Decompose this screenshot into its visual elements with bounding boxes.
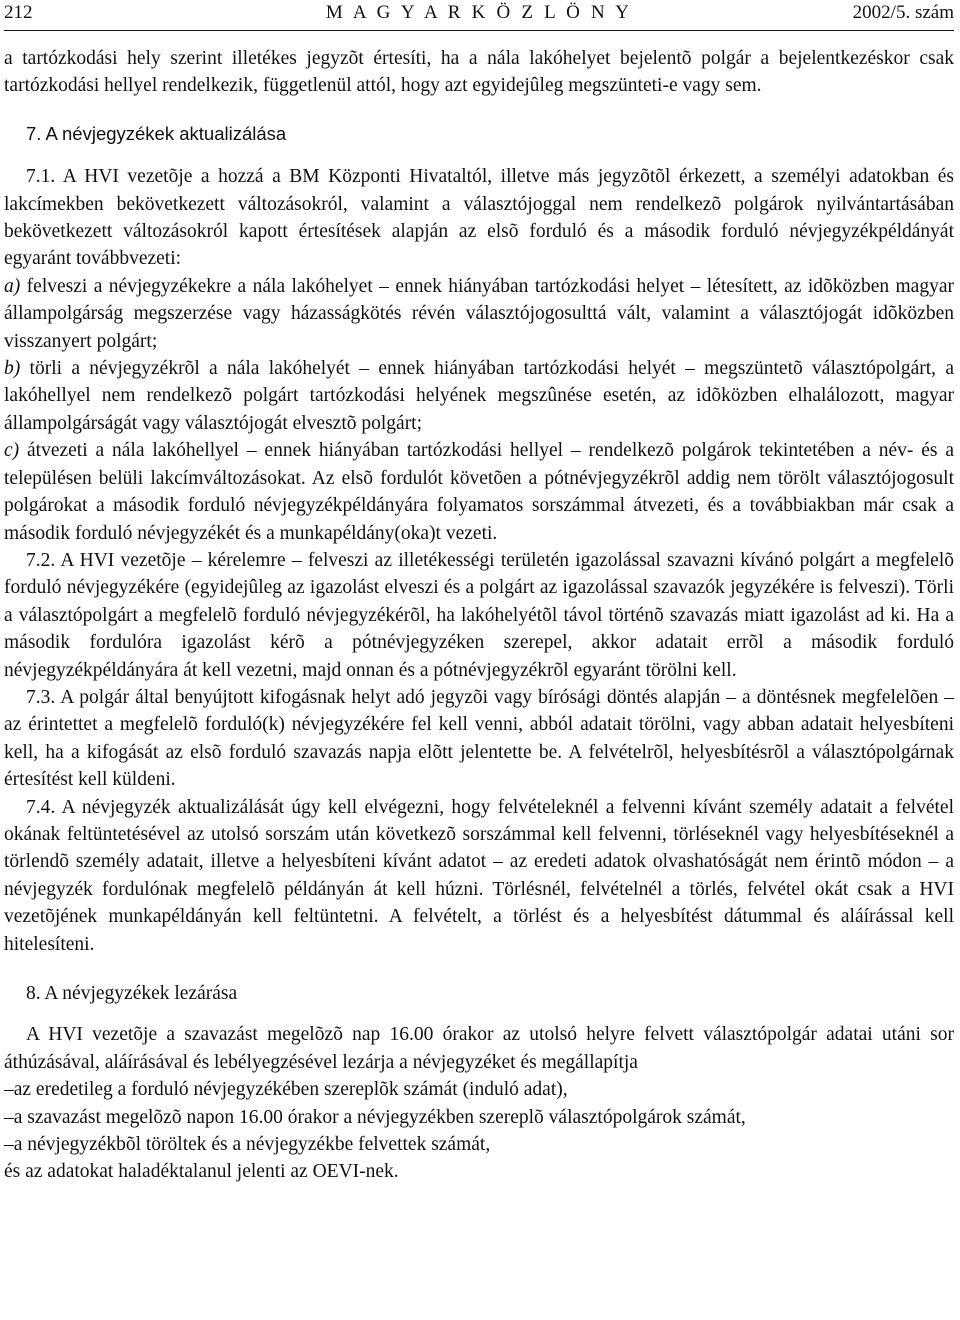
item-a-label: a) bbox=[4, 275, 21, 297]
document-page bbox=[4, 0, 954, 1186]
dash-item-text: az eredetileg a forduló névjegyzékében szereplõk számát (induló adat), bbox=[13, 1079, 568, 1101]
paragraph-7-4: 7.4. A névjegyzék aktualizálását úgy kell elvégezni, hogy felvételeknél a felvenni kívánt személy adatait a felvétel okának feltüntetésével az utolsó sorszám után következõ sorszámmal kell felvenni, törléseknél vagy helyesbítéseknél a törlendõ személy adatait, illetve a helyesbíteni kívánt adatot – az eredeti adatok olvashatóságát nem érintõ módon – a névjegyzék fordulónak megfelelõ példányán át kell húzni. Törlésnél, felvételnél a törlés, felvétel okát csak a HVI vezetõjének munkapéldányán kell feltüntetni. A felvételt, a törlést és a helyesbítést dátummal és aláírással kell hitelesíteni. bbox=[4, 796, 954, 955]
section-7-heading: 7. A névjegyzékek aktualizálása bbox=[26, 122, 287, 144]
item-c-text: átvezeti a nála lakóhellyel – ennek hiányában tartózkodási hellyel – rendelkezõ polgárok tekintetében a név- és a településen belüli lakcímváltozásokat. Az elsõ fordulót követõen a pótnévjegyzékrõl addig nem törölt választójogosult polgárokat a második forduló névjegyzékpéldányára folyamatos sorszámmal átvezeti, és a továbbiakban már csak a második forduló névjegyzékét és a munkapéldány(oka)t vezeti. bbox=[4, 440, 954, 544]
issue-number: 2002/5. szám bbox=[852, 2, 954, 23]
item-c-label: c) bbox=[4, 440, 20, 462]
item-b-text: törli a névjegyzékrõl a nála lakóhelyét – ennek hiányában tartózkodási helyét – megszüntetõ választópolgárt, a lakóhellyel nem rendelkezõ polgárt tartózkodási helyének megszûnése esetén, az idõközben elhalálozott, magyar állampolgárságát vagy választójogát elvesztõ polgárt; bbox=[4, 358, 954, 434]
dash-marker: – bbox=[4, 1106, 14, 1128]
list-item-a bbox=[4, 273, 954, 355]
intro-paragraph: a tartózkodási hely szerint illetékes jegyzõt értesíti, ha a nála lakóhelyet bejelentõ polgár a bejelentkezéskor csak tartózkodási hellyel rendelkezik, függetlenül attól, hogy azt egyidejûleg megszünteti-e vagy sem. bbox=[4, 48, 954, 97]
list-item-c bbox=[4, 437, 954, 547]
dash-item-text: a szavazást megelõzõ napon 16.00 órakor a névjegyzékben szereplõ választópolgárok számát, bbox=[13, 1106, 746, 1128]
dash-item-text: a névjegyzékbõl töröltek és a névjegyzékbe felvettek számát, bbox=[13, 1134, 491, 1156]
dash-marker: – bbox=[4, 1134, 14, 1156]
closing-line: és az adatokat haladéktalanul jelenti az OEVI-nek. bbox=[4, 1161, 399, 1183]
item-a-text: felveszi a névjegyzékekre a nála lakóhelyet – ennek hiányában tartózkodási helyet – létesített, az idõközben magyar állampolgárság megszerzése vagy házasságkötés révén választójogosulttá vált, valamint a választójogát idõközben visszanyert polgárt; bbox=[4, 275, 954, 352]
item-b-label: b) bbox=[4, 358, 21, 380]
paragraph-7-2: 7.2. A HVI vezetõje – kérelemre – felveszi az illetékességi területén igazolással szavazni kívánó polgárt a megfelelõ forduló névjegyzékére (egyidejûleg az igazolást elveszi és a polgárt az igazolással szavazók jegyzékére is felveszi). Törli a választópolgárt a megfelelõ forduló névjegyzékérõl, ha lakóhelyétõl távol történõ szavazás miatt igazolást ad ki. Ha a második fordulóra igazolást kérõ a pótnévjegyzéken szerepel, akkor adatait errõl a második forduló névjegyzékpéldányára át kell vezetni, majd onnan és a pótnévjegyzékrõl egyaránt törölni kell. bbox=[4, 549, 954, 681]
dash-marker: – bbox=[4, 1079, 14, 1101]
dash-list-item bbox=[4, 1076, 954, 1103]
paragraph-8-intro: A HVI vezetõje a szavazást megelõzõ nap 16.00 órakor az utolsó helyre felvett választópolgár adatai utáni sor áthúzásával, aláírásával és lebélyegzésével lezárja a névjegyzéket és megállapítja bbox=[4, 1024, 954, 1073]
page-header bbox=[4, 0, 954, 31]
list-item-b bbox=[4, 355, 954, 437]
publication-title: M A G Y A R K Ö Z L Ö N Y bbox=[325, 2, 633, 23]
dash-list-item bbox=[4, 1131, 954, 1158]
paragraph-7-1: 7.1. A HVI vezetõje a hozzá a BM Központi Hivataltól, illetve más jegyzõtõl érkezett, a személyi adatokban és lakcímekben bekövetkezett változásokról, valamint a választójoggal nem rendelkezõ polgárok nyilvántartásában bekövetkezett változásokról kapott értesítések alapján az elsõ forduló és a második forduló névjegyzékpéldányát egyaránt továbbvezeti: bbox=[4, 166, 954, 270]
page-number: 212 bbox=[4, 2, 33, 23]
section-8-heading: 8. A névjegyzékek lezárása bbox=[26, 983, 238, 1004]
dash-list-item bbox=[4, 1104, 954, 1131]
paragraph-7-3: 7.3. A polgár által benyújtott kifogásnak helyt adó jegyzõi vagy bírósági döntés alapján – a döntésnek megfelelõen – az érintettet a megfelelõ forduló(k) névjegyzékére fel kell venni, abból adatait törölni, vagy abban adatait helyesbíteni kell, ha a kifogását az elsõ forduló szavazás napja elõtt jelentette be. A felvételrõl, helyesbítésrõl a választópolgárnak értesítést kell küldeni. bbox=[4, 686, 954, 791]
